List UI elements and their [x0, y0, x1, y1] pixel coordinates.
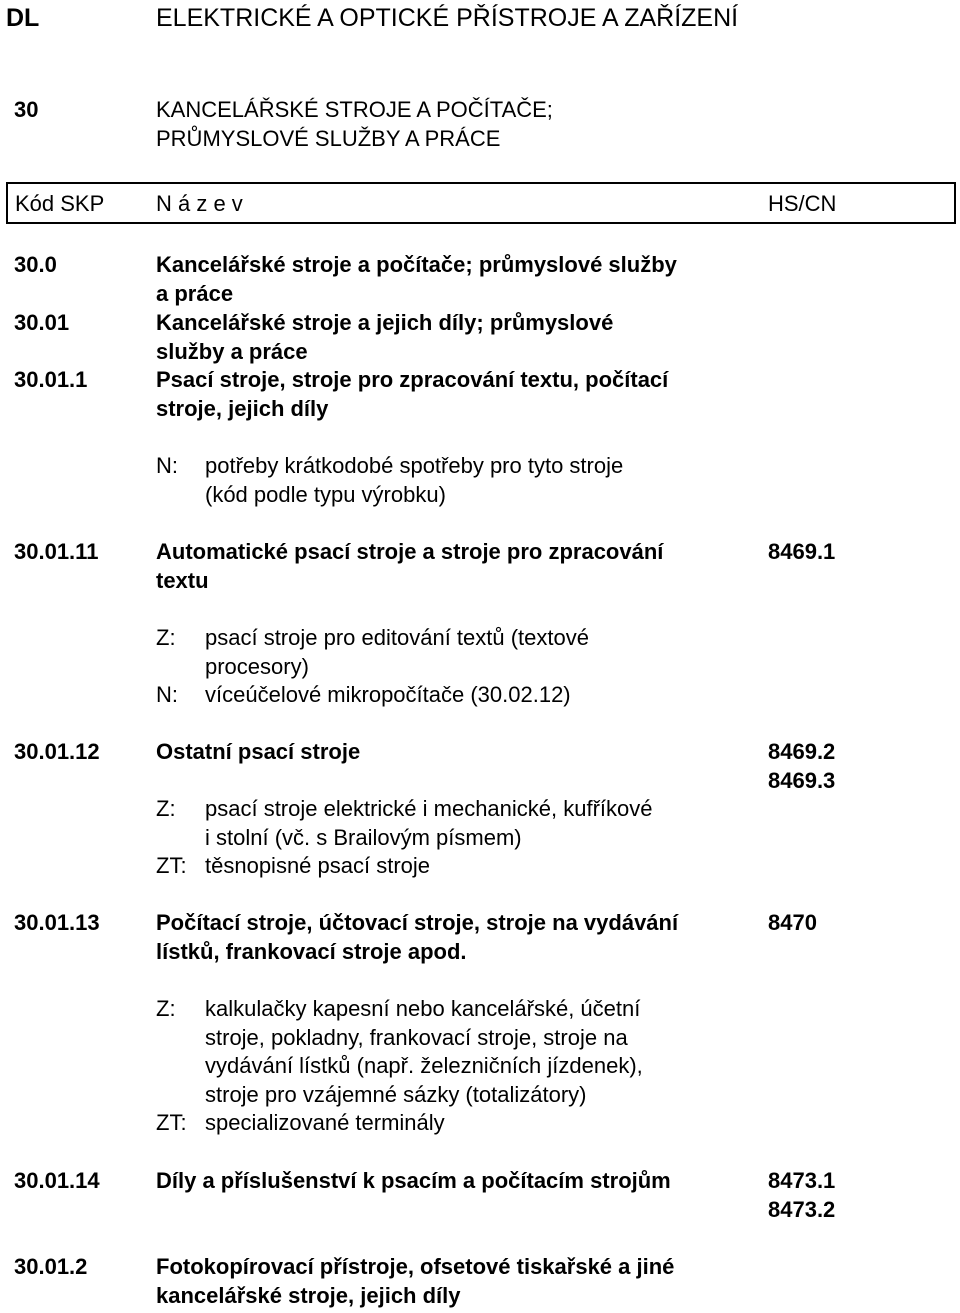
note-line: psací stroje pro editování textů (textové — [205, 625, 589, 650]
entry-hs-code: 8473.2 — [768, 1196, 836, 1222]
entry-name-line2: kancelářské stroje, jejich díly — [156, 1282, 461, 1308]
entry-name-line2: stroje, jejich díly — [156, 395, 329, 421]
entry-name-line2: textu — [156, 567, 209, 593]
entry-name-line1: Automatické psací stroje a stroje pro zpracování — [156, 539, 664, 564]
note-line: i stolní (vč. s Brailovým písmem) — [205, 824, 522, 850]
column-header — [6, 182, 956, 224]
entry-code: 30.01 — [14, 310, 70, 335]
note-label: ZT: — [156, 853, 187, 878]
note-text — [205, 995, 735, 1109]
entry-hs-code: 8469.1 — [768, 539, 836, 564]
entry-name — [156, 366, 756, 423]
entry-name — [156, 309, 756, 366]
entry-name-line1: Kancelářské stroje a jejich díly; průmyslové — [156, 310, 614, 335]
entry-code: 30.01.14 — [14, 1168, 100, 1193]
entry-name — [156, 1167, 756, 1196]
note-text — [205, 1109, 735, 1138]
entry-name-line2: a práce — [156, 280, 234, 306]
note-label: ZT: — [156, 1110, 187, 1135]
entry-hs-codes — [768, 738, 835, 795]
note-label: Z: — [156, 625, 176, 650]
header-title: ELEKTRICKÉ A OPTICKÉ PŘÍSTROJE A ZAŘÍZENÍ — [156, 4, 739, 32]
note-text — [205, 852, 735, 881]
entry-name-line1: Počítací stroje, účtovací stroje, stroje na vydávání — [156, 910, 679, 935]
note-label: Z: — [156, 996, 176, 1021]
entry-name-line1: Psací stroje, stroje pro zpracování textu, počítací — [156, 367, 669, 392]
section-code: 30 — [14, 97, 39, 122]
note-line: procesory) — [205, 653, 309, 679]
note-line: kalkulačky kapesní nebo kancelářské, účetní — [205, 996, 641, 1021]
note-label: N: — [156, 453, 178, 478]
note-label: N: — [156, 682, 178, 707]
entry-name-line2: služby a práce — [156, 338, 308, 364]
note-label: Z: — [156, 796, 176, 821]
entry-hs-code: 8473.1 — [768, 1168, 836, 1193]
entry-name-line2: lístků, frankovací stroje apod. — [156, 938, 467, 964]
note-line: víceúčelové mikropočítače (30.02.12) — [205, 682, 571, 707]
entry-name — [156, 251, 756, 308]
section-title — [156, 95, 716, 153]
header-code: DL — [6, 4, 40, 32]
entry-code: 30.01.1 — [14, 367, 88, 392]
entry-hs-code: 8469.3 — [768, 767, 836, 793]
note-line: stroje, pokladny, frankovací stroje, stroje na — [205, 1024, 628, 1050]
note-line: specializované terminály — [205, 1110, 445, 1135]
section-title-line1: KANCELÁŘSKÉ STROJE A POČÍTAČE; — [156, 97, 553, 122]
note-line: stroje pro vzájemné sázky (totalizátory) — [205, 1081, 587, 1107]
entry-name-line1: Díly a příslušenství k psacím a počítacím strojům — [156, 1168, 671, 1193]
note-line: potřeby krátkodobé spotřeby pro tyto stroje — [205, 453, 624, 478]
note-text — [205, 452, 735, 509]
entry-hs-code: 8470 — [768, 910, 817, 935]
entry-name — [156, 1253, 756, 1310]
entry-code: 30.01.11 — [14, 539, 99, 564]
note-text — [205, 681, 735, 710]
entry-code: 30.01.12 — [14, 739, 100, 764]
note-line: (kód podle typu výrobku) — [205, 481, 446, 507]
entry-name — [156, 738, 756, 767]
entry-hs-codes — [768, 1167, 835, 1224]
note-line: těsnopisné psací stroje — [205, 853, 431, 878]
section-title-line2: PRŮMYSLOVÉ SLUŽBY A PRÁCE — [156, 126, 501, 151]
note-text — [205, 624, 735, 681]
entry-hs-code: 8469.2 — [768, 739, 836, 764]
entry-name-line1: Kancelářské stroje a počítače; průmyslové služby — [156, 252, 677, 277]
entry-code: 30.01.2 — [14, 1254, 88, 1279]
note-line: psací stroje elektrické i mechanické, kufříkové — [205, 796, 653, 821]
entry-code: 30.01.13 — [14, 910, 100, 935]
entry-code: 30.0 — [14, 252, 57, 277]
entry-name — [156, 538, 756, 595]
entry-name-line1: Ostatní psací stroje — [156, 739, 361, 764]
note-text — [205, 795, 735, 852]
entry-name-line1: Fotokopírovací přístroje, ofsetové tiskařské a jiné — [156, 1254, 675, 1279]
note-line: vydávání lístků (např. železničních jízdenek), — [205, 1053, 643, 1078]
column-hs: HS/CN — [768, 191, 837, 216]
entry-name — [156, 909, 756, 966]
column-name: N á z e v — [156, 191, 243, 216]
column-code: Kód SKP — [15, 191, 105, 216]
